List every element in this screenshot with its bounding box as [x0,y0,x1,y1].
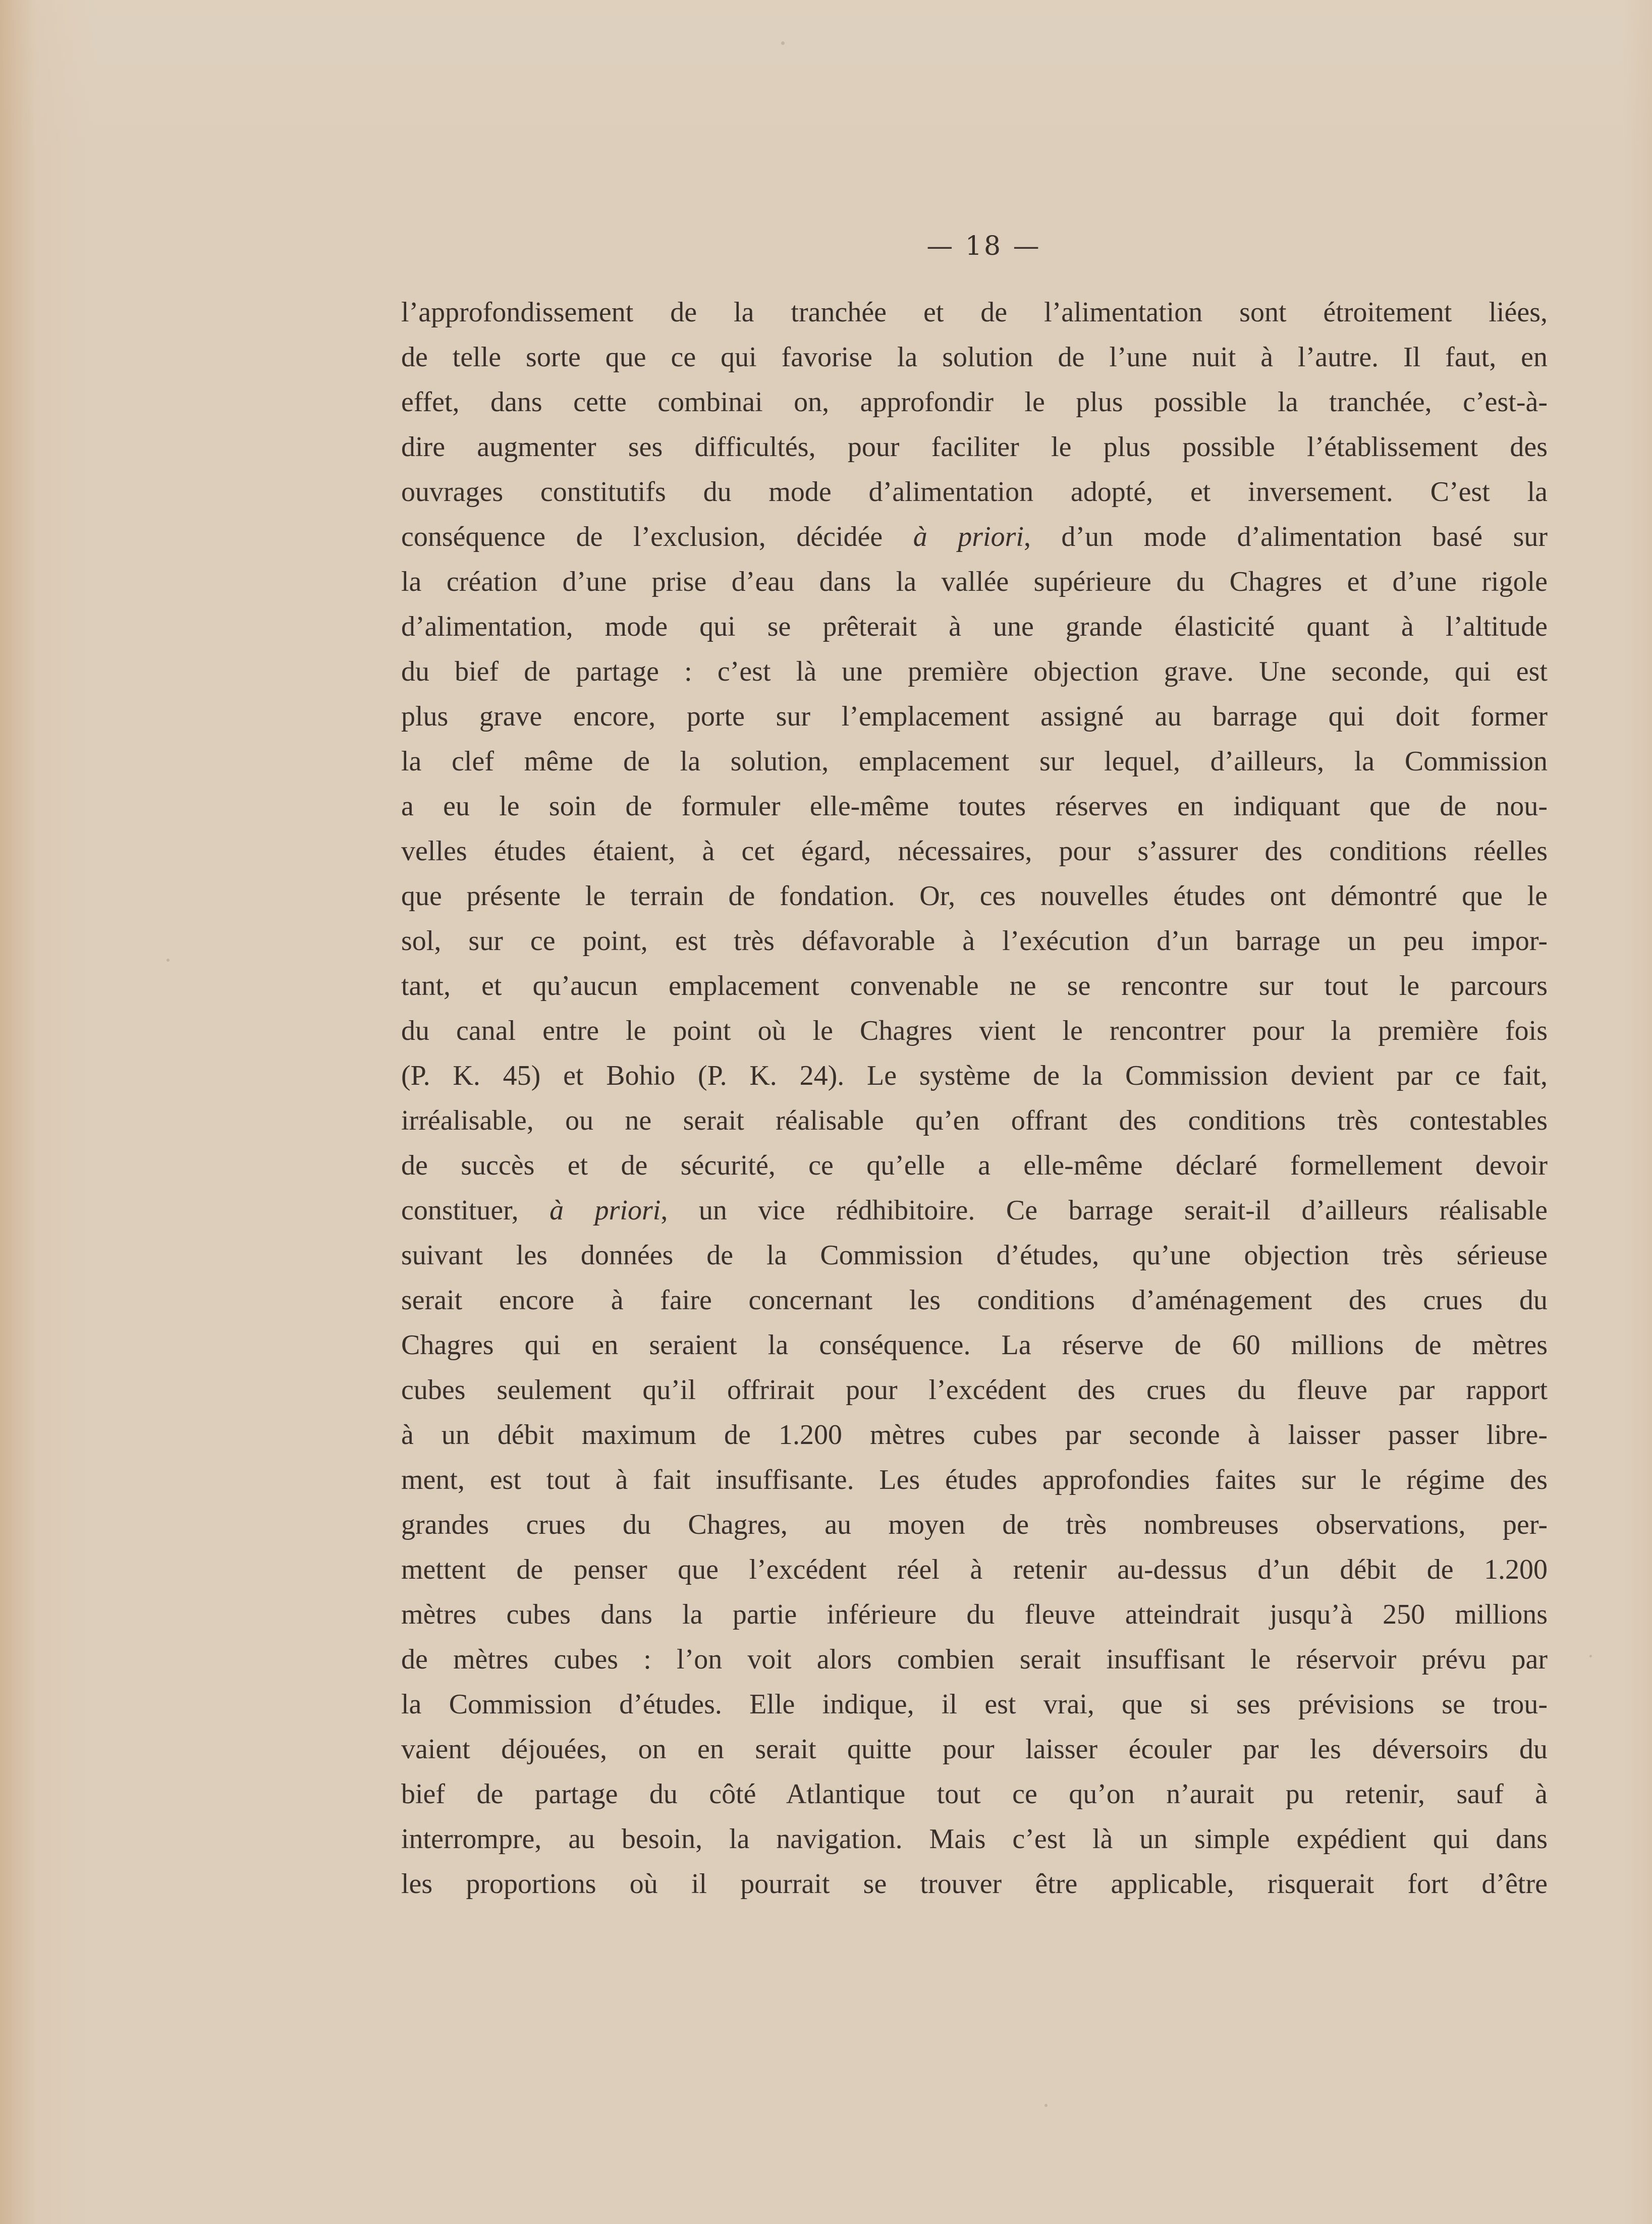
text-segment: la clef même de la solution, emplacement sur lequel, d’ailleurs, la Commission [401,746,1548,777]
italic-phrase: à priori [549,1195,661,1226]
text-segment: a eu le soin de formuler elle-même toutes réserves en indiquant que de nou- [401,791,1548,822]
text-segment: mètres cubes dans la partie inférieure du fleuve atteindrait jusqu’à 250 millions [401,1599,1548,1630]
text-segment: effet, dans cette combinai on, approfondir le plus possible la tranchée, c’est-à- [401,386,1548,418]
text-segment: dire augmenter ses difficultés, pour faciliter le plus possible l’établissement des [401,431,1548,463]
text-line [401,1188,1548,1233]
text-line [401,1053,1548,1098]
text-segment: irréalisable, ou ne serait réalisable qu’en offrant des conditions très contestables [401,1105,1548,1136]
text-line [401,784,1548,829]
text-segment: à un débit maximum de 1.200 mètres cubes par seconde à laisser passer libre- [401,1419,1548,1451]
text-line [401,560,1548,604]
text-segment: suivant les données de la Commission d’études, qu’une objection très sérieuse [401,1240,1548,1271]
text-line [401,335,1548,380]
text-line [401,1682,1548,1727]
text-segment: l’approfondissement de la tranchée et de l’alimentation sont étroitement liées, [401,297,1548,328]
text-line [401,290,1548,335]
body-text [401,290,1548,1907]
text-line [401,1637,1548,1682]
text-segment: de mètres cubes : l’on voit alors combien serait insuffisant le réservoir prévu par [401,1644,1548,1675]
text-line [401,1413,1548,1458]
text-line [401,470,1548,515]
text-line [401,1503,1548,1547]
text-segment: de succès et de sécurité, ce qu’elle a elle-même déclaré formellement devoir [401,1150,1548,1181]
page-number: — 18 — [926,231,1041,261]
text-line [401,919,1548,964]
text-segment: serait encore à faire concernant les conditions d’aménagement des crues du [401,1285,1548,1316]
text-segment: bief de partage du côté Atlantique tout ce qu’on n’aurait pu retenir, sauf à [401,1778,1548,1810]
paper-spot [781,41,785,45]
text-segment: interrompre, au besoin, la navigation. Mais c’est là un simple expédient qui dans [401,1823,1548,1855]
text-segment: les proportions où il pourrait se trouver être applicable, risquerait fort d’être [401,1868,1548,1900]
text-line [401,1368,1548,1413]
text-segment: velles études étaient, à cet égard, nécessaires, pour s’assurer des conditions réelles [401,836,1548,867]
text-segment: , un vice rédhibitoire. Ce barrage serait-il d’ailleurs réalisable [660,1195,1548,1226]
text-segment: la création d’une prise d’eau dans la vallée supérieure du Chagres et d’une rigole [401,566,1548,597]
text-segment: tant, et qu’aucun emplacement convenable ne se rencontre sur tout le parcours [401,970,1548,1002]
text-segment: vaient déjouées, on en serait quitte pour laisser écouler par les déversoirs du [401,1734,1548,1765]
text-line [401,874,1548,919]
text-line [401,829,1548,874]
text-segment: grandes crues du Chagres, au moyen de très nombreuses observations, per- [401,1509,1548,1540]
text-segment: ment, est tout à fait insuffisante. Les études approfondies faites sur le régime des [401,1464,1548,1495]
text-line [401,425,1548,470]
text-line [401,1009,1548,1053]
text-line [401,1098,1548,1143]
text-line [401,1817,1548,1862]
text-segment: que présente le terrain de fondation. Or, ces nouvelles études ont démontré que le [401,880,1548,912]
text-line [401,1862,1548,1907]
text-segment: sol, sur ce point, est très défavorable à l’exécution d’un barrage un peu impor- [401,925,1548,957]
paper-spot [167,959,170,962]
text-line [401,1727,1548,1772]
text-line [401,1547,1548,1592]
text-segment: cubes seulement qu’il offrirait pour l’excédent des crues du fleuve par rapport [401,1374,1548,1406]
text-segment: constituer, [401,1195,550,1226]
text-line [401,1323,1548,1368]
paper-spot [1589,1655,1592,1657]
text-line [401,515,1548,560]
text-line [401,604,1548,649]
text-line [401,739,1548,784]
text-line [401,1592,1548,1637]
text-segment: du canal entre le point où le Chagres vient le rencontrer pour la première fois [401,1015,1548,1046]
text-line [401,649,1548,694]
text-line [401,1458,1548,1503]
text-segment: conséquence de l’exclusion, décidée [401,521,913,552]
text-line [401,1278,1548,1323]
text-segment: plus grave encore, porte sur l’emplacement assigné au barrage qui doit former [401,701,1548,732]
text-segment: ouvrages constitutifs du mode d’alimentation adopté, et inversement. C’est la [401,476,1548,508]
text-segment: d’alimentation, mode qui se prêterait à une grande élasticité quant à l’altitude [401,611,1548,642]
text-line [401,964,1548,1009]
paper-spot [1044,2104,1048,2107]
text-line [401,694,1548,739]
text-segment: (P. K. 45) et Bohio (P. K. 24). Le système de la Commission devient par ce fait, [401,1060,1548,1091]
text-segment: de telle sorte que ce qui favorise la solution de l’une nuit à l’autre. Il faut, en [401,342,1548,373]
text-segment: la Commission d’études. Elle indique, il est vrai, que si ses prévisions se trou- [401,1689,1548,1720]
text-segment: Chagres qui en seraient la conséquence. La réserve de 60 millions de mètres [401,1329,1548,1361]
text-segment: mettent de penser que l’excédent réel à retenir au-dessus d’un débit de 1.200 [401,1554,1548,1585]
text-line [401,1233,1548,1278]
text-line [401,380,1548,425]
text-line [401,1143,1548,1188]
text-segment: , d’un mode d’alimentation basé sur [1023,521,1548,552]
italic-phrase: à priori [913,521,1024,552]
text-segment: du bief de partage : c’est là une première objection grave. Une seconde, qui est [401,656,1548,687]
text-line [401,1772,1548,1817]
